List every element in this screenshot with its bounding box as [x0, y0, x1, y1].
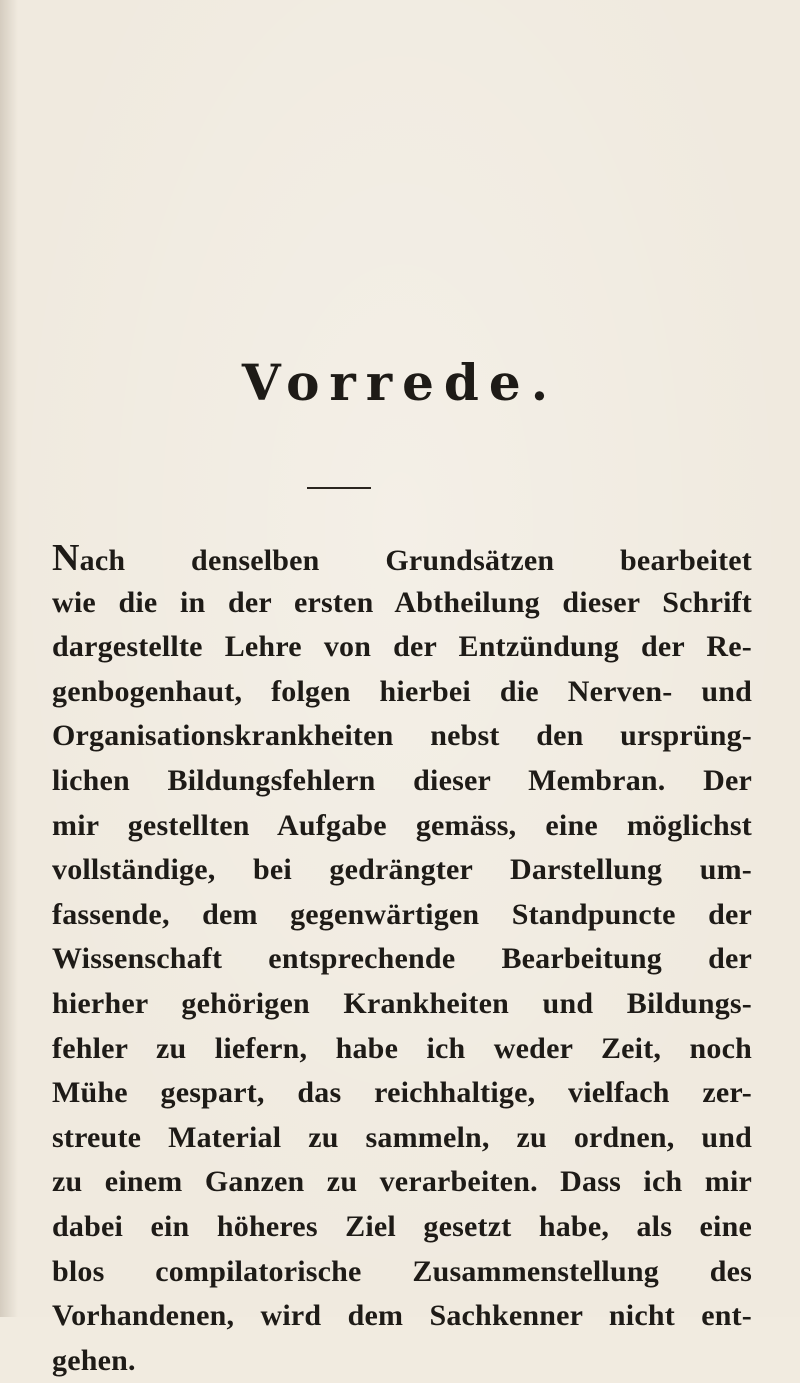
- text-line-4: genbogenhaut, folgen hierbei die Nerven- und: [52, 674, 752, 708]
- text-line-7: mir gestellten Aufgabe gemäss, eine möglichst: [52, 808, 752, 842]
- text-line-12: fehler zu liefern, habe ich weder Zeit, noch: [52, 1031, 752, 1065]
- text-line-11: hierher gehörigen Krankheiten und Bildungs-: [52, 986, 752, 1020]
- drop-cap: N: [52, 537, 80, 579]
- text-line-9: fassende, dem gegenwärtigen Standpuncte der: [52, 897, 752, 931]
- text-line-10: Wissenschaft entsprechende Bearbeitung der: [52, 942, 752, 976]
- text-line-15: zu einem Ganzen zu verarbeiten. Dass ich mir: [52, 1165, 752, 1199]
- text-line-5: Organisationskrankheiten nebst den ursprüng-: [52, 719, 752, 753]
- text-line-17: blos compilatorische Zusammenstellung des: [52, 1254, 752, 1288]
- first-line-text: ach denselben Grundsätzen bearbeitet: [79, 544, 752, 577]
- text-line-13: Mühe gespart, das reichhaltige, vielfach zer-: [52, 1076, 752, 1110]
- text-line-8: vollständige, bei gedrängter Darstellung um-: [52, 853, 752, 887]
- text-line-6: lichen Bildungsfehlern dieser Membran. Der: [52, 763, 752, 797]
- page-title: Vorrede.: [241, 353, 559, 412]
- title-divider: [307, 487, 371, 489]
- text-line-14: streute Material zu sammeln, zu ordnen, und: [52, 1120, 752, 1154]
- page-edge-shadow: [0, 0, 18, 1317]
- text-line-3: dargestellte Lehre von der Entzündung der Re-: [52, 630, 752, 664]
- text-line-16: dabei ein höheres Ziel gesetzt habe, als eine: [52, 1209, 752, 1243]
- text-line-19: gehen.: [52, 1343, 136, 1377]
- body-paragraph: [52, 536, 752, 1383]
- text-line-18: Vorhandenen, wird dem Sachkenner nicht ent-: [52, 1299, 752, 1333]
- text-line-1: [52, 536, 752, 581]
- text-line-2: wie die in der ersten Abtheilung dieser Schrift: [52, 585, 752, 619]
